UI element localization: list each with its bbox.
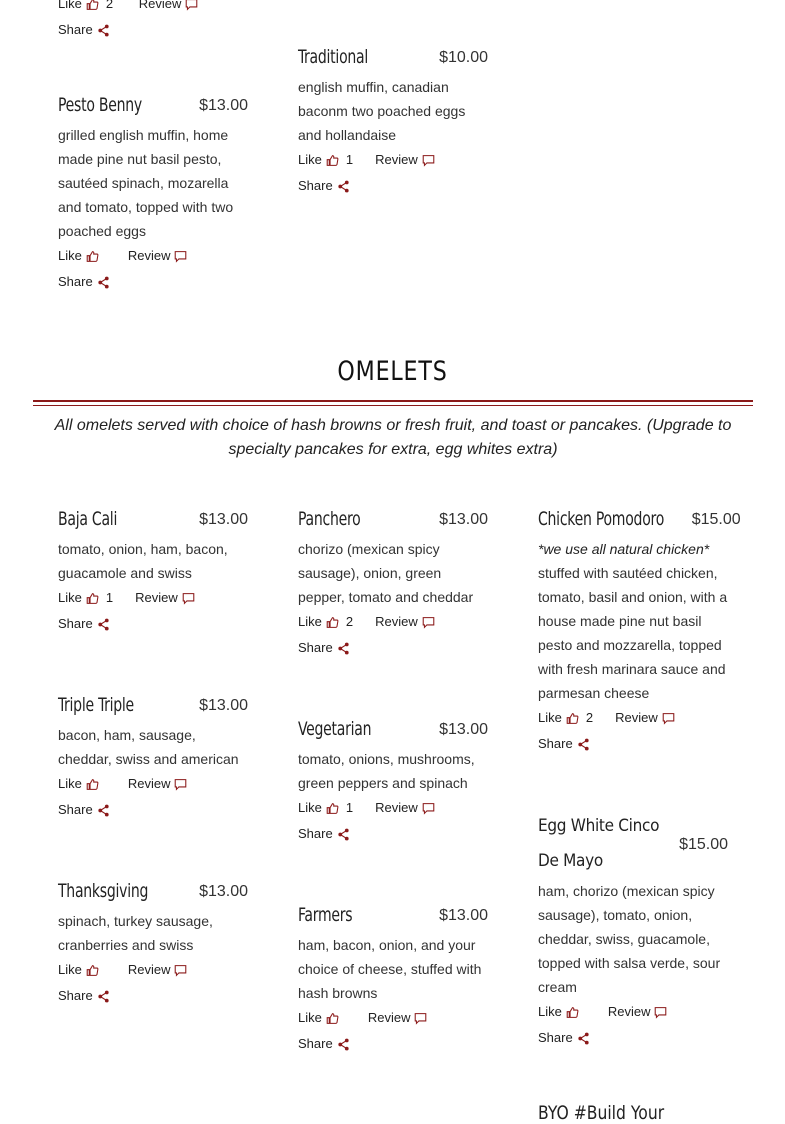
item-description: ham, bacon, onion, and your choice of cheese, stuffed with hash browns [298,937,482,1001]
like-button[interactable]: Like [58,243,106,269]
like-button[interactable]: Like 2 [298,614,354,629]
item-description: chorizo (mexican spicy sausage), onion, green pepper, tomato and cheddar [298,541,474,605]
share-button[interactable]: Share [58,797,110,823]
menu-item [538,809,728,1051]
item-price: $13.00 [439,511,488,528]
item-name: Panchero [298,508,361,530]
share-button[interactable]: Share [58,17,110,43]
share-button[interactable]: Share [298,635,350,661]
like-button[interactable]: Like [58,771,106,797]
item-description: grilled english muffin, home made pine nut basil pesto, sautéed spinach, mozarella and tomato, topped with two poached eggs [58,127,234,239]
share-icon [97,276,110,289]
share-icon [337,1038,350,1051]
share-icon [577,738,590,751]
item-description: english muffin, canadian baconm two poached eggs and hollandaise [298,79,466,143]
thumbs-up-icon [326,1012,339,1025]
review-button[interactable]: Review [128,957,188,983]
item-description: spinach, turkey sausage, cranberries and swiss [58,913,213,953]
review-button[interactable]: Review [375,609,435,635]
menu-item [298,40,488,199]
share-button[interactable]: Share [538,1025,590,1051]
review-button[interactable]: Review [128,771,188,797]
review-button[interactable]: Review [139,0,199,17]
thumbs-up-icon [566,712,579,725]
title-divider [33,405,753,406]
thumbs-up-icon [86,964,99,977]
item-note: *we use all natural chicken* [538,541,710,557]
share-icon [337,180,350,193]
menu-item [58,502,248,637]
menu-item [298,898,488,1057]
comment-icon [174,778,187,791]
menu-item [538,502,741,757]
review-button[interactable]: Review [128,243,188,269]
item-price: $10.00 [439,49,488,66]
comment-icon [654,1006,667,1019]
comment-icon [182,592,195,605]
share-button[interactable]: Share [298,1031,350,1057]
item-name: BYO #Build Your [538,1102,665,1124]
share-icon [337,642,350,655]
like-button[interactable]: Like [538,999,586,1025]
share-button[interactable]: Share [298,173,350,199]
item-name: Farmers [298,904,353,926]
comment-icon [422,154,435,167]
share-button[interactable]: Share [58,269,110,295]
item-name: Egg White Cinco De Mayo [538,816,660,871]
comment-icon [662,712,675,725]
menu-item [298,502,488,661]
item-price: $13.00 [439,907,488,924]
like-button[interactable]: Like [298,1005,346,1031]
item-price: $13.00 [199,511,248,528]
item-description: stuffed with sautéed chicken, tomato, basil and onion, with a house made pine nut basil pesto and mozzarella, topped with fresh marinara sauce and parmesan cheese [538,565,728,701]
item-description: ham, chorizo (mexican spicy sausage), tomato, onion, cheddar, swiss, guacamole, topped with salsa verde, sour cream [538,883,721,995]
review-button[interactable]: Review [368,1005,428,1031]
item-price: $13.00 [199,97,248,114]
item-description: tomato, onion, ham, bacon, guacamole and swiss [58,541,228,581]
share-icon [577,1032,590,1045]
share-button[interactable]: Share [538,731,590,757]
comment-icon [185,0,198,11]
item-name: Thanksgiving [58,880,149,902]
item-name: Chicken Pomodoro [538,508,665,530]
section-note: All omelets served with choice of hash browns or fresh fruit, and toast or pancakes. (Upgrade to specialty pancakes for extra, egg whites extra) [54,417,732,458]
share-icon [337,828,350,841]
thumbs-up-icon [86,250,99,263]
share-icon [97,990,110,1003]
like-button[interactable]: Like 2 [538,710,594,725]
like-button[interactable]: Like 1 [58,590,114,605]
like-button[interactable]: Like [58,957,106,983]
item-name: Vegetarian [298,718,372,740]
share-button[interactable]: Share [298,821,350,847]
comment-icon [174,964,187,977]
share-button[interactable]: Share [58,983,110,1009]
share-icon [97,804,110,817]
item-description: tomato, onions, mushrooms, green peppers and spinach [298,751,475,791]
item-name: Baja Cali [58,508,118,530]
thumbs-up-icon [566,1006,579,1019]
thumbs-up-icon [326,616,339,629]
item-price: $15.00 [691,511,741,528]
item-actions-fragment [58,0,220,43]
comment-icon [174,250,187,263]
review-button[interactable]: Review [135,585,195,611]
like-button[interactable]: Like 1 [298,800,354,815]
item-name: Traditional [298,46,369,68]
item-description: bacon, ham, sausage, cheddar, swiss and american [58,727,239,767]
like-button[interactable]: Like 2 [58,0,113,17]
title-divider [33,400,753,402]
share-button[interactable]: Share [58,611,110,637]
menu-item [58,88,248,295]
thumbs-up-icon [86,592,99,605]
section-title: OMELETS [337,356,448,387]
item-price: $13.00 [199,697,248,714]
item-name: Pesto Benny [58,94,142,116]
review-button[interactable]: Review [615,705,675,731]
thumbs-up-icon [86,0,99,11]
item-price: $13.00 [439,721,488,738]
comment-icon [422,802,435,815]
menu-item [58,688,248,823]
thumbs-up-icon [326,154,339,167]
comment-icon [414,1012,427,1025]
thumbs-up-icon [326,802,339,815]
like-button[interactable]: Like 1 [298,152,354,167]
item-price: $15.00 [679,835,728,853]
menu-item [58,874,248,1009]
share-icon [97,24,110,37]
thumbs-up-icon [86,778,99,791]
review-button[interactable]: Review [375,147,435,173]
comment-icon [422,616,435,629]
item-price: $13.00 [199,883,248,900]
review-button[interactable]: Review [608,999,668,1025]
menu-item [298,712,488,847]
item-name: Triple Triple [58,694,134,716]
review-button[interactable]: Review [375,795,435,821]
share-icon [97,618,110,631]
